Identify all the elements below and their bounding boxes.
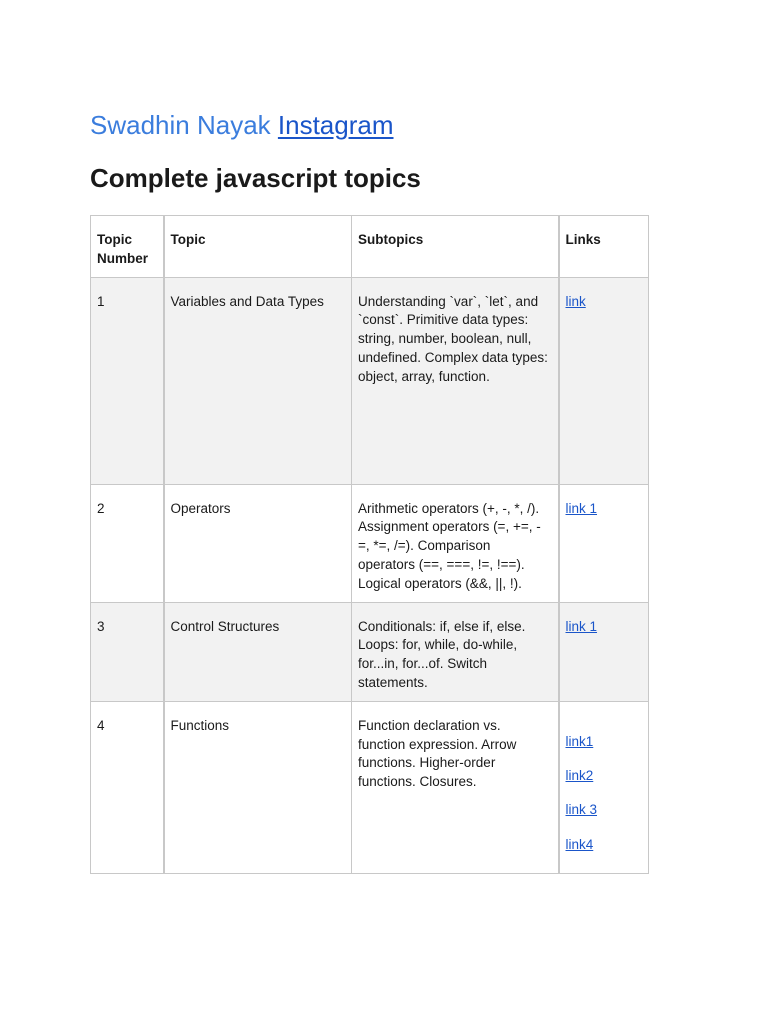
topic-cell: Control Structures	[164, 602, 352, 701]
topic-cell: Variables and Data Types	[164, 277, 352, 484]
table-row	[91, 701, 649, 873]
topics-table	[90, 215, 649, 874]
links-cell	[559, 484, 649, 602]
links-cell	[559, 701, 649, 873]
topic-cell: Functions	[164, 701, 352, 873]
row-link[interactable]: link 1	[565, 500, 598, 516]
subtopics-cell: Understanding `var`, `let`, and `const`. Primitive data types: string, number, boolean, null, undefined. Complex data types: object, array, function.	[352, 277, 559, 484]
instagram-link[interactable]: Instagram	[277, 110, 394, 140]
topic-number-cell: 1	[91, 277, 164, 484]
topic-number-cell: 2	[91, 484, 164, 602]
row-link[interactable]: link	[565, 293, 586, 309]
row-link[interactable]: link 3	[565, 802, 598, 818]
row-link[interactable]: link4	[565, 836, 594, 852]
table-row	[91, 602, 649, 701]
links-cell	[559, 277, 649, 484]
column-header-subtopics: Subtopics	[352, 216, 559, 278]
links-cell	[559, 602, 649, 701]
table-header-row	[91, 216, 649, 278]
topic-number-cell: 4	[91, 701, 164, 873]
column-header-topic: Topic	[164, 216, 352, 278]
author-heading	[90, 108, 394, 142]
author-name: Swadhin Nayak	[90, 110, 271, 140]
row-link[interactable]: link 1	[565, 618, 598, 634]
table-row	[91, 484, 649, 602]
subtopics-cell: Conditionals: if, else if, else. Loops: for, while, do-while, for...in, for...of. Switch statements.	[352, 602, 559, 701]
links-stack	[566, 717, 642, 855]
column-header-topic-number: Topic Number	[91, 216, 164, 278]
row-link[interactable]: link1	[565, 733, 594, 749]
row-link[interactable]: link2	[565, 768, 594, 784]
column-header-links: Links	[559, 216, 649, 278]
subtopics-cell: Arithmetic operators (+, -, *, /). Assignment operators (=, +=, -=, *=, /=). Comparison operators (==, ===, !=, !==). Logical operators (&&, ||, !).	[352, 484, 559, 602]
page-title: Complete javascript topics	[90, 163, 421, 193]
topic-number-cell: 3	[91, 602, 164, 701]
topic-cell: Operators	[164, 484, 352, 602]
table-row	[91, 277, 649, 484]
subtopics-cell: Function declaration vs. function expression. Arrow functions. Higher-order functions. Closures.	[352, 701, 559, 873]
